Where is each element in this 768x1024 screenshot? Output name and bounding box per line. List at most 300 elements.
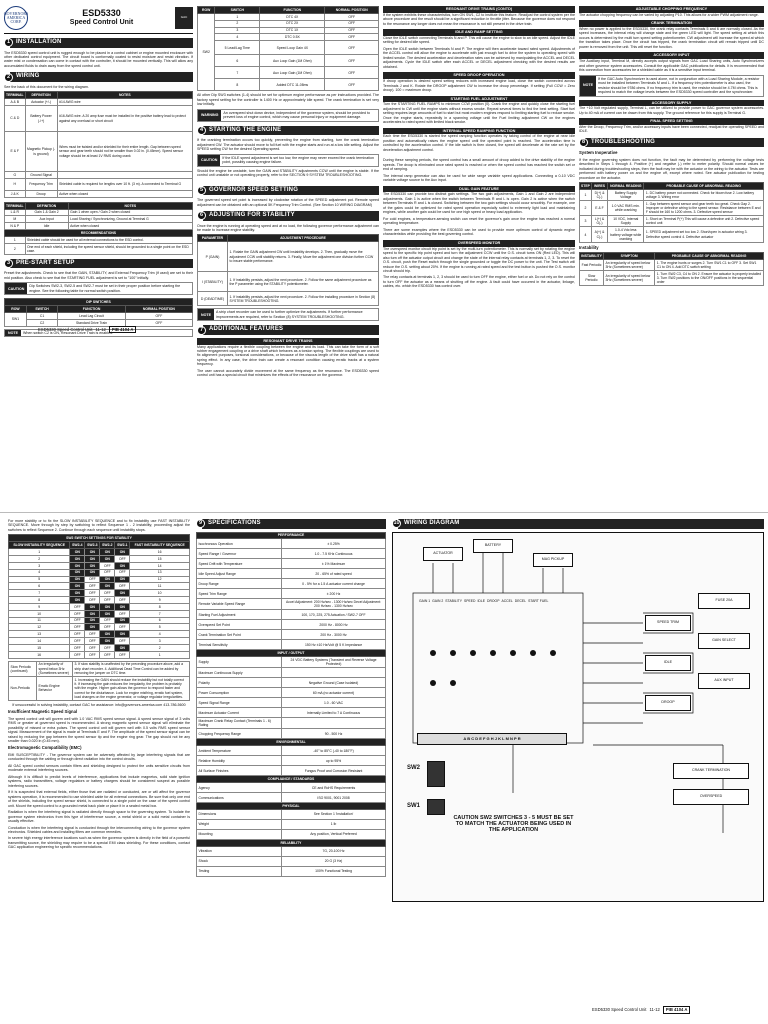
- table-row: M Aux Input Load Sharing / Synchronizing, Ground at Terminal G: [5, 216, 193, 223]
- spec-row: [197, 698, 386, 708]
- table-row: 4 A(+) & C(-) 1.0-4 Vdc less battery voltage while cranking 1. SPEED adjustment set too low 2. Short/open in actuator wiring 3. Defective speed control 4. Defective actuator: [580, 227, 764, 242]
- spec-label: Dimensions: [197, 810, 282, 820]
- table-cell: 9: [130, 597, 190, 604]
- table-cell: 16: [130, 549, 190, 556]
- spec-label: Agency: [197, 783, 282, 793]
- table-cell: OFF: [115, 638, 130, 645]
- table-cell: ON: [100, 603, 115, 610]
- column-4: ADJUSTABLE CHOPPING FREQUENCY The actuator chopping frequency can be varied by adjusting P10. This allows for a wider PWM adjustment range. CRANK TERMINATION When no power is applied to the ESD5330, the crank relay contacts Terminals 5 and 6 are normally closed. As the speed increases, the internal relay will change state and the green LED will light. The speed setting at which this occurs is determined by the multi turn speed setting potentiometer. CW adjustment will increase the speed at which the transition takes place. Once the circuit has tripped, the crank termination circuit will remain tripped until DC power is removed from the unit. This will reset the function. ACCESSORY INPUT The Auxiliary input, Terminal M, directly accepts output signals from GAC Load Sharing units, Auto Synchronizers and other governor system accessories. Consult the applicable GAC publications for details. It is recommended that this connection from accessories be a shielded cable as it is a sensitive input terminal. NOTE If the GAC Auto Synchronizer is used alone, not in conjunction with a Load Sharing Module, a resistor must be installed between Terminals M and L. If a frequency trim potentiometer is also used, the resistor should be 9786 ohms. If no frequency trim is used, the resistor should be 4.7M ohms. This is required to match the voltage levels between the ESD5330 speed controller and the synchronizer. ACCESSORY SUPPLY The +10 Volt regulated supply, Terminal L, can be utilized to provide power to GAC governor system accessories. Up to 40 mA of current can be drawn from this supply. The ground reference for this supply is Terminal G. FINAL SPEED SETTING After the Droop, Frequency Trim, and/or accessory inputs have been connected, readjust the operating SPEED and IDLE. 8 TROUBLESHOOTING System Inoperative If the engine governing system does not function, the fault may be determined by performing the voltage tests described in Steps 1 through 4. Positive (+) and negative (-) refer to meter polarity. Should normal values be indicated during troubleshooting steps, then the fault may be with the actuator or the wiring to the actuator. Tests are performed with battery power on and the engine off, except where noted. See actuator publication for testing procedure on the actuator. STEP WIRES NORMAL READING PROBABLE CAUSE OF ABNORMAL READING 1 D(+) & C(-) Battery Supply Voltage 1. DC battery power not connected. Check for blown fuse 2. Low battery voltage 3. Wiring error 2 E & F 1.0 VAC RMS min. while cranking 1. Gap between speed sensor and gear teeth too great. Check Gap 2. Improper or defective wiring to the speed sensor. Resistance between E and F should be 160 to 1200 ohms. 3. Defective speed sensor 3 L(+) & G(-) 10 VDC, Internal Supply 1. Short on Terminal P(+) This will cause a defective unit 2. Defective speed control unit 4 A(+) & C(-) 1.0-4 Vdc less battery voltage while cranking 1. SPEED adjustment set too low 2. Short/open in actuator wiring 3. Defective speed control 4. Defective actuator Instability INSTABILITY SYMPTOM PROBABLE CAUSE OF ABNORMAL READING Fast Periodic An irregularity of speed below 3Hz (Sometimes severe) 1. The engine hunts or surges 2. Turn SW1 C1 to OFF 3. Set SW1 C1 to ON 4. Add DTC switch setting Slow Periodic An irregularity of speed below 3Hz (Sometimes severe) 1. Turn SW2 C3, C4 to ON 2. Ensure the actuator is properly installed 3. Turn SW2 positions to the ON/OFF positions in the sequential order: [579, 6, 764, 286]
- table-row: [9, 583, 190, 590]
- table-cell: 7: [130, 610, 190, 617]
- spec-value: Negative Ground (Case Isolated): [282, 678, 386, 688]
- table-cell: OFF: [115, 569, 130, 576]
- gac-logo: GOVERNORS AMERICA CORP.: [4, 6, 28, 30]
- table-cell: ON: [100, 631, 115, 638]
- table-cell: OFF: [115, 597, 130, 604]
- spec-value: See Section 1 'Installation': [282, 810, 386, 820]
- table-cell: ON: [100, 583, 115, 590]
- spec-row: [197, 688, 386, 698]
- footer-right: ESD5330 Speed Control Unit 11-12 PIB 4104 A: [592, 1006, 690, 1013]
- spec-label: Relative Humidity: [197, 756, 282, 766]
- spec-row: [197, 579, 386, 589]
- spec-label: Overspeed Set Point: [197, 620, 282, 630]
- table-cell: 4: [130, 631, 190, 638]
- table-cell: ON: [70, 597, 85, 604]
- spec-group-title: COMPLIANCE / STANDARDS: [197, 776, 386, 783]
- spec-row: [197, 549, 386, 559]
- table-row: Slow Periodic An irregularity of speed below 3Hz (Sometimes severe) 1. Turn SW2 C3, C4 to ON 2. Ensure the actuator is properly installed 3. Turn SW2 positions to the ON/OFF positions in the sequential order: [580, 270, 764, 285]
- table-cell: 13: [9, 631, 70, 638]
- spec-value: 100, 170, 225, 275 Actuation / SW2-7 OFF: [282, 610, 386, 620]
- table-row: [9, 555, 190, 562]
- pickup-box: MAG PICKUP: [533, 553, 573, 567]
- model-number: ESD5330: [82, 8, 121, 18]
- table-cell: OFF: [115, 651, 130, 658]
- stability-table: PARAMETER ADJUSTMENT PROCEDURE P (GAIN) 1. Rotate the GAIN adjustment CW until instability develops. 2. Then, gradually move the adjustment CCW until stability returns. 3. Finally, Move the adjustment one division further CCW to insure stable performance. I (STABILITY) 1. If instability persists, adjust the next procedure. 2. Follow the same adjustment procedure as the P parameter using the STABILITY potentiometer. D (DEADTIME) 1. If instability persists, adjust the next procedure. 2. Follow the installing procedure in Section (8) SYSTEM TROUBLESHOOTING.: [197, 234, 379, 306]
- spec-row: [197, 589, 386, 599]
- wiring-lines: [393, 533, 763, 901]
- table-cell: OFF: [85, 590, 100, 597]
- table-row: 2 One end of each shield, including the speed sensor shield, should be grounded to a single point on the ESD case.: [5, 243, 193, 254]
- gain-select-box: GAIN SELECT: [698, 633, 750, 649]
- section-wiring-diagram: 10 WIRING DIAGRAM: [392, 519, 764, 529]
- table-cell: ON: [100, 610, 115, 617]
- resonant-text-2: The user cannot accurately divide movement at the same frequency as the resonance. The ESD5330 speed control unit has a special circuit that minimizes the effects of the resonance on the governor.: [197, 368, 379, 378]
- table-row: Slow Periodic (continued) An irregularity of speed below 3Hz (Sometimes severe) 3. If slow stability is unaffected by the preceding procedure above, add a strip chart recorder. 4. Additional Dead Time Control can be added by removing the jumper on DTC time.: [9, 661, 190, 676]
- section-stability: 6 ADJUSTING FOR STABILITY: [197, 211, 379, 221]
- wiring-intro: See the back of this document for the wiring diagram.: [4, 84, 89, 89]
- table-cell: OFF: [85, 597, 100, 604]
- table-cell: 5: [9, 576, 70, 583]
- table-cell: OFF: [85, 644, 100, 651]
- installation-text: The ESD5330 speed control unit is rugged enough to be placed in a control cabinet or engine mounted enclosure with other dedicated control equipment. The circuit board is conformally coated to resist moisture and resist vibration. If water mist or condensation can come in contact with the controller, it should be mounted vertically. This will allow any accumulated fluids to drain away from the speed control unit.: [4, 50, 193, 68]
- table-cell: 8: [130, 603, 190, 610]
- sw2-dip-switch[interactable]: [427, 761, 445, 787]
- spec-row: [197, 729, 386, 739]
- terminal-table: TERMINAL DEFINITION NOTES A & B Actuator (+/-) #14 AWG wire C & D Battery Power (-/+) #16 AWG wire. A 20 amp fuse must be installed in the positive battery lead to protect against any overload or short circuit E & F Magnetic Pickup (- is ground) Wires must be twisted and/or shielded for their entire length. Gap between speed sensor and gear teeth should not be smaller than 0.02 in. (0.45mm). Speed sensor voltage should be at least 1V RMS during crank G Ground Signal H Frequency Trim Shielded cable is required for lengths over 10 ft. (3 m). A connected to Terminal G J & K Droop Active when closed: [4, 91, 193, 197]
- table-row: G Ground Signal: [5, 172, 193, 179]
- spec-row: [197, 599, 386, 610]
- table-cell: OFF: [100, 617, 115, 624]
- table-cell: 16: [9, 651, 70, 658]
- table-cell: 3: [9, 562, 70, 569]
- spec-label: Maximum Continuous Supply: [197, 668, 282, 678]
- warning-box: WARNING An overspeed shut down device, independent of the governor system, should be provided to prevent loss of engine control, which may cause personal injury or equipment damage.: [197, 109, 379, 122]
- starting-text-2: Should the engine be unstable, turn the GAIN and STABILITY adjustments CCW until the engine is stable. If the control unit unstable or not operating properly, refer to the SECTION 9 SYSTEM TROUBLESHOOTING.: [197, 168, 379, 178]
- sw-note: All other Dip SW3 switches (1-4) should be set for optimum engine performance as per instructions provided. The factory speed setting for the controller is 1400 Hz or approximately idle speed. The crank termination is set very low initially.: [197, 93, 379, 107]
- section-prestart: 3 PRE-START SETUP: [4, 259, 193, 269]
- table-row: 2 E & F 1.0 VAC RMS min. while cranking 1. Gap between speed sensor and gear teeth too great. Check Gap 2. Improper or defective wiring to the speed sensor. Resistance between E and F should be 160 to 1200 ohms. 3. Defective speed sensor: [580, 201, 764, 216]
- table-cell: OFF: [115, 555, 130, 562]
- resonant-text: Many applications require a flexible coupling between the engine and its load. This can take the form of a soft rubber engagement coupling or a drive shaft which behaves as a torsion spring. The flexible couplings are used to fix alignment purposes, torsional considerations, or because of the viscous length of the drive shaft has a natural spring effect. In any case, the drive train can create a resonant condition causing erratic tracks at a system frequency.: [197, 344, 379, 367]
- spec-group-title: ENVIRONMENTAL: [197, 739, 386, 746]
- table-cell: 6: [130, 617, 190, 624]
- spec-value: 0 - 5% for a 1.5 A actuator current change: [282, 579, 386, 589]
- pot-label: SPEED: [463, 598, 476, 603]
- table-cell: 7: [9, 590, 70, 597]
- table-cell: OFF: [100, 651, 115, 658]
- table-cell: 5: [130, 624, 190, 631]
- caution-box: CAUTION Dip Switches SW2-3, SW2-5 and SW2-7 must be set in their proper position before starting the engine. See the following table for normal switch position.: [4, 282, 193, 295]
- spec-label: Testing: [197, 866, 282, 876]
- table-row: C2 Standard Drive Train OFF: [5, 319, 193, 326]
- specifications-column: [196, 519, 386, 877]
- section-starting: 4 STARTING THE ENGINE: [197, 126, 379, 136]
- table-cell: ON: [70, 549, 85, 556]
- terminal-table-2: TERMINAL DEFINITION NOTES L & R Gain 1 & Gain 2 Gain 1 when open / Gain 2 when closed M Aux Input Load Sharing / Synchronizing, Ground at Terminal G N & P Idle Active when closed RECOMMENDATIONS 1 Shielded cable should be used for all external connections to the ESD control. 2 One end of each shield, including the speed sensor shield, should be grounded to a single point on the ESD case.: [4, 202, 193, 255]
- footer-left: ESD5330 Speed Control Unit 11-12 PIB 4104 A: [38, 326, 136, 333]
- table-row: Non-Periodic Erratic Engine Behavior 1. Increasing the GAIN should reduce the instability but not totally correct it. If increasing the gain reduces the irregularity, the problem is probably with the engine. Higher gain allows the governor to respond faster and correct for the disturbance. Look for engine misfiring, erratic fuel system, load changes on the engine generator, or voltage regulator irregularities.: [9, 676, 190, 700]
- table-cell: OFF: [100, 597, 115, 604]
- spec-value: 1 lb: [282, 820, 386, 830]
- sw1-label: SW1: [407, 802, 421, 809]
- table-row: SW1 C1 Lead Lag Circuit OFF: [5, 313, 193, 320]
- spec-label: Polarity: [197, 678, 282, 688]
- spec-value: [282, 718, 386, 729]
- section-additional: 7 ADDITIONAL FEATURES: [197, 325, 379, 335]
- table-cell: ON: [115, 590, 130, 597]
- spec-label: Communications: [197, 793, 282, 803]
- table-row: 2 DTC 2X OFF: [198, 20, 379, 27]
- sw1-dip-switch[interactable]: [427, 799, 445, 815]
- table-cell: OFF: [70, 638, 85, 645]
- overspeed-box: OVERSPEED: [673, 789, 749, 805]
- table-row: 3 DTC 1X OFF: [198, 27, 379, 34]
- spec-label: Maximum Crank Relay Contact (Terminals 1 - 6) Rating: [197, 718, 282, 729]
- spec-label: Starting Fuel Adjustment: [197, 610, 282, 620]
- table-cell: ON: [70, 590, 85, 597]
- table-row: N & P Idle Active when closed: [5, 223, 193, 230]
- pot-label: DROOP: [487, 598, 500, 603]
- dip-switch-table: DIP SWITCHES ROW SWITCH FUNCTION NORMAL POSITION SW1 C1 Lead Lag Circuit OFF C2 Standard Drive Train OFF: [4, 298, 193, 326]
- pot-label: ACCEL: [501, 598, 513, 603]
- spec-row: [197, 846, 386, 856]
- spec-row: [197, 810, 386, 820]
- spec-row: [197, 657, 386, 668]
- section-specifications: 9 SPECIFICATIONS: [196, 519, 386, 529]
- table-cell: 4: [9, 569, 70, 576]
- spec-label: Shock: [197, 856, 282, 866]
- stability-sequence-table: SW2 SWITCH SETTINGS FOR STABILITY SLOW INSTABILITY SEQUENCE SW2-4 SW2-3 SW2-2 SW2-1 FAST INSTABILITY SEQUENCE 1 ON ON ON ON 16 2 ON ON ON OFF 15 3 ON ON OFF ON 14 4 ON ON OFF OFF 13 5 ON OFF ON ON 12 6 ON OFF ON OFF 11 7 ON OFF OFF ON 10 8 ON OFF OFF OFF 9 9 OFF ON ON ON 8 10 OFF ON ON OFF 7 11 OFF ON OFF ON 6 12 OFF ON OFF OFF 5 13 OFF OFF ON ON 4 14 OFF OFF ON OFF 3 15 OFF OFF OFF ON 2 16 OFF OFF OFF OFF 1: [8, 534, 190, 658]
- spec-label: Weight: [197, 820, 282, 830]
- table-cell: ON: [115, 603, 130, 610]
- table-row: [9, 638, 190, 645]
- spec-value: Internally Limited to 7 A Continuous: [282, 708, 386, 718]
- table-cell: ON: [70, 555, 85, 562]
- fuse-box: FUSE 20A: [698, 593, 750, 609]
- spec-row: [197, 630, 386, 640]
- spec-label: Power Consumption: [197, 688, 282, 698]
- table-cell: 11: [9, 617, 70, 624]
- wiring-diagram-column: [392, 519, 764, 1013]
- spec-group-title: INPUT / OUTPUT: [197, 650, 386, 657]
- instability-table: INSTABILITY SYMPTOM PROBABLE CAUSE OF ABNORMAL READING Fast Periodic An irregularity of speed below 3Hz (Sometimes severe) 1. The engine hunts or surges 2. Turn SW1 C1 to OFF 3. Set SW1 C1 to ON 4. Add DTC switch setting Slow Periodic An irregularity of speed below 3Hz (Sometimes severe) 1. Turn SW2 C3, C4 to ON 2. Ensure the actuator is properly installed 3. Turn SW2 positions to the ON/OFF positions in the sequential order: [579, 252, 764, 286]
- spec-row: [197, 610, 386, 620]
- table-row: [9, 651, 190, 658]
- table-cell: 10: [130, 590, 190, 597]
- spec-label: Vibration: [197, 846, 282, 856]
- table-cell: 1: [130, 651, 190, 658]
- spec-row: [197, 793, 386, 803]
- section-wiring: 2 WIRING: [4, 72, 193, 82]
- spec-value: ± 1% Maximum: [282, 559, 386, 569]
- starting-text: If the cranking termination occurs too quickly, preventing the engine from starting, turn the crank termination adjustment CW. The actuator should move to full fuel with the engine starts and run at a low idle setting. Adjust the SPEED setting CW for the desired Operating speed.: [197, 138, 379, 152]
- column-2: ROW SWITCH FUNCTION NORMAL POSITION SW2 1 DTC 4X OFF 2 DTC 2X OFF 3 DTC 1X OFF 4 DTC 0.5X OFF 5 Lead/Lag Time Speed Loop Gain 4X OFF 6 Aux Loop Gain (1M Ohm) OFF 7 Aux Loop Gain (1M Ohm) OFF 8 Added DTC 11-08ms OFF All other Dip SW3 switches (1-4) should be set for optimum engine performance as per instructions provided. The factory speed setting for the controller is 1400 Hz or approximately idle speed. The crank termination is set very low initially. WARNING An overspeed shut down device, independent of the governor system, should be provided to prevent loss of engine control, which may cause personal injury or equipment damage. 4 STARTING THE ENGINE If the cranking termination occurs too quickly, preventing the engine from starting, turn the crank termination adjustment CW. The actuator should move to full fuel with the engine starts and run at a low idle setting. Adjust the SPEED setting CW for the desired Operating speed. CAUTION If the IDLE speed adjustment is set too low, the engine may never exceed the crank termination point, possibly causing engine failure. Should the engine be unstable, turn the GAIN and STABILITY adjustments CCW until the engine is stable. If the control unit unstable or not operating properly, refer to the SECTION 9 SYSTEM TROUBLESHOOTING. 5 GOVERNOR SPEED SETTING The governed speed set point is increased by clockwise rotation of the SPEED adjustment pot. Remote speed adjustment can be obtained with an optional 5K Frequency Trim Control. (See Section 10 WIRING DIAGRAM) 6 ADJUSTING FOR STABILITY Once the engine is running at operating speed and at no load, the following governor performance adjustment can be made to increase engine stability. PARAMETER ADJUSTMENT PROCEDURE P (GAIN) 1. Rotate the GAIN adjustment CW until instability develops. 2. Then, gradually move the adjustment CCW until stability returns. 3. Finally, Move the adjustment one division further CCW to insure stable performance. I (STABILITY) 1. If instability persists, adjust the next procedure. 2. Follow the same adjustment procedure as the P parameter using the STABILITY potentiometer. D (DEADTIME) 1. If instability persists, adjust the next procedure. 2. Follow the installing procedure in Section (8) SYSTEM TROUBLESHOOTING. NOTE A strip chart recorder can be used to further optimize the adjustments. If further performance improvements are required, refer to Section (8) SYSTEM TROUBLESHOOTING. 7 ADDITIONAL FEATURES RESONANT DRIVE TRAINS Many applications require a flexible coupling between the engine and its load. This can take the form of a soft rubber engagement coupling or a drive shaft which behaves as a torsion spring. The flexible couplings are used to fix alignment purposes, torsional considerations, or because of the viscous length of the drive shaft has a natural spring effect. In any case, the drive train can create a resonant condition causing erratic tracks at a system frequency. The user cannot accurately divide movement at the same frequency as the resonance. The ESD5330 speed control unit has a special circuit that minimizes the effects of the resonance on the governor.: [197, 7, 379, 378]
- spec-row: [197, 620, 386, 630]
- spec-value: 200 Hz - 3000 Hz: [282, 630, 386, 640]
- table-row: 3 L(+) & G(-) 10 VDC, Internal Supply 1. Short on Terminal P(+) This will cause a defective unit 2. Defective speed control unit: [580, 216, 764, 227]
- stability-text: Once the engine is running at operating speed and at no load, the following governor performance adjustment can be made to increase engine stability.: [197, 223, 379, 232]
- spec-row: [197, 756, 386, 766]
- table-cell: ON: [85, 624, 100, 631]
- table-cell: ON: [115, 644, 130, 651]
- actuator-box: ACTUATOR: [423, 547, 463, 561]
- crank-termination-box: CRANK TERMINATION: [673, 763, 749, 779]
- table-cell: OFF: [100, 624, 115, 631]
- spec-label: Isochronous Operation: [197, 539, 282, 549]
- spec-label: Crank Termination Set Point: [197, 630, 282, 640]
- spec-value: Any position, Vertical Preferred: [282, 830, 386, 840]
- spec-value: 1.0 - 7.5 KHz Continuous: [282, 549, 386, 559]
- spec-value: 100% Functional Testing: [282, 866, 386, 876]
- table-cell: 10: [9, 610, 70, 617]
- table-row: 1 D(+) & C(-) Battery Supply Voltage 1. DC battery power not connected. Check for blown fuse 2. Low battery voltage 3. Wiring error: [580, 189, 764, 200]
- spec-value: 60 mA (no actuator current): [282, 688, 386, 698]
- table-cell: OFF: [70, 644, 85, 651]
- table-cell: ON: [115, 562, 130, 569]
- spec-value: [282, 668, 386, 678]
- table-cell: ON: [85, 617, 100, 624]
- table-cell: ON: [85, 603, 100, 610]
- table-cell: ON: [85, 610, 100, 617]
- sw2-label: SW2: [407, 764, 421, 771]
- table-row: 5 Lead/Lag Time Speed Loop Gain 4X OFF: [198, 41, 379, 55]
- table-row: [9, 549, 190, 556]
- table-row: [9, 644, 190, 651]
- spec-value: 24 VDC Battery Systems (Transient and Reverse Voltage Protected): [282, 657, 386, 668]
- spec-group-title: PHYSICAL: [197, 803, 386, 810]
- table-row: [9, 631, 190, 638]
- table-cell: OFF: [70, 610, 85, 617]
- spec-value: CE and RoHS Requirements: [282, 783, 386, 793]
- spec-group-title: RELIABILITY: [197, 840, 386, 847]
- table-row: J & K Droop Active when closed: [5, 190, 193, 197]
- table-cell: 8: [9, 597, 70, 604]
- table-row: [9, 597, 190, 604]
- wiring-diagram: [392, 532, 764, 902]
- table-row: 8 Added DTC 11-08ms OFF: [198, 79, 379, 91]
- table-cell: OFF: [100, 590, 115, 597]
- table-cell: ON: [70, 562, 85, 569]
- table-cell: ON: [100, 576, 115, 583]
- speed-trim-box: SPEED TRIM: [645, 615, 691, 631]
- spec-label: Speed Range / Governor: [197, 549, 282, 559]
- spec-row: [197, 569, 386, 579]
- spec-row: [197, 559, 386, 569]
- spec-table: [196, 532, 386, 877]
- pot-label: DECEL: [514, 598, 527, 603]
- spec-group-title: PERFORMANCE: [197, 532, 386, 539]
- table-cell: 12: [9, 624, 70, 631]
- table-cell: 12: [130, 576, 190, 583]
- spec-value: up to 95%: [282, 756, 386, 766]
- spec-label: Supply: [197, 657, 282, 668]
- table-cell: 2: [130, 644, 190, 651]
- table-cell: 14: [9, 638, 70, 645]
- spec-label: Speed Signal Range: [197, 698, 282, 708]
- table-row: I (STABILITY) 1. If instability persists, adjust the next procedure. 2. Follow the same adjustment procedure as the P parameter using the STABILITY potentiometer.: [198, 272, 379, 292]
- table-cell: ON: [100, 555, 115, 562]
- table-row: C & D Battery Power (-/+) #16 AWG wire. A 20 amp fuse must be installed in the positive battery lead to protect against any overload or short circuit: [5, 106, 193, 132]
- adjust-pots: [419, 599, 577, 603]
- section-installation: 1 INSTALLATION: [4, 38, 193, 48]
- table-row: [9, 562, 190, 569]
- product-name: Speed Control Unit: [69, 19, 134, 27]
- pot-label: STABILITY: [445, 598, 462, 603]
- table-cell: OFF: [100, 569, 115, 576]
- pot-label: IDLE: [477, 598, 486, 603]
- table-cell: 1: [9, 549, 70, 556]
- table-cell: OFF: [85, 631, 100, 638]
- caution-box: CAUTION If the IDLE speed adjustment is set too low, the engine may never exceed the crank termination point, possibly causing engine failure.: [197, 154, 379, 167]
- table-cell: ON: [85, 562, 100, 569]
- table-row: E & F Magnetic Pickup (- is ground) Wires must be twisted and/or shielded for their entire length. Gap between speed sensor and gear teeth should not be smaller than 0.02 in. (0.45mm). Speed sensor voltage should be at least 1V RMS during crank: [5, 132, 193, 172]
- table-cell: OFF: [85, 576, 100, 583]
- table-row: [9, 617, 190, 624]
- spec-row: [197, 820, 386, 830]
- table-cell: 3: [130, 638, 190, 645]
- table-cell: OFF: [100, 562, 115, 569]
- spec-label: Remote Variable Speed Range: [197, 599, 282, 610]
- document-header: [4, 6, 193, 34]
- table-cell: 6: [9, 583, 70, 590]
- spec-value: Accel Adjustment: 200 Hz/sec - 1300 Hz/sec Decel Adjustment: 200 Hz/sec - 1300 Hz/sec: [282, 599, 386, 610]
- spec-label: Terminal Sensitivity: [197, 640, 282, 650]
- table-row: D (DEADTIME) 1. If instability persists, adjust the next procedure. 2. Follow the installing procedure in Section (8) SYSTEM TROUBLESHOOTING.: [198, 292, 379, 306]
- table-row: [9, 576, 190, 583]
- note-box: NOTE When switch C2 is ON, Resonant Drive Train is enabled.: [4, 329, 193, 337]
- table-row: 4 DTC 0.5X OFF: [198, 34, 379, 41]
- table-cell: OFF: [70, 624, 85, 631]
- table-cell: OFF: [85, 651, 100, 658]
- sw2-function-table: ROW SWITCH FUNCTION NORMAL POSITION SW2 1 DTC 4X OFF 2 DTC 2X OFF 3 DTC 1X OFF 4 DTC 0.5X OFF 5 Lead/Lag Time Speed Loop Gain 4X OFF 6 Aux Loop Gain (1M Ohm) OFF 7 Aux Loop Gain (1M Ohm) OFF 8 Added DTC 11-08ms OFF: [197, 6, 379, 91]
- spec-value: 20 G (3 Hz): [282, 856, 386, 866]
- table-cell: OFF: [115, 583, 130, 590]
- pot-label: GAIN 1: [419, 598, 431, 603]
- table-row: 1 Shielded cable should be used for all external connections to the ESD control.: [5, 237, 193, 244]
- table-row: [9, 603, 190, 610]
- table-cell: 9: [9, 603, 70, 610]
- spec-label: Idle Speed Adjust Range: [197, 569, 282, 579]
- table-cell: 15: [9, 644, 70, 651]
- terminal-strip: A B C D E F G H J K L M N P R: [417, 733, 567, 745]
- table-cell: ON: [70, 576, 85, 583]
- table-cell: ON: [85, 555, 100, 562]
- spec-row: [197, 783, 386, 793]
- diagram-caution: CAUTION SW2 SWITCHES 3 - 5 MUST BE SET TO MATCH THE ACTUATOR BEING USED IN THE APPLICATION: [453, 814, 574, 834]
- spec-value: 20 - 65% of rated speed: [282, 569, 386, 579]
- spec-value: 1.0 - 60 VAC: [282, 698, 386, 708]
- table-cell: ON: [100, 638, 115, 645]
- spec-value: ± 200 Hz: [282, 589, 386, 599]
- table-cell: ON: [115, 549, 130, 556]
- table-row: 6 Aux Loop Gain (1M Ohm) OFF: [198, 55, 379, 67]
- table-cell: ON: [85, 549, 100, 556]
- table-cell: ON: [100, 549, 115, 556]
- table-row: L & R Gain 1 & Gain 2 Gain 1 when open / Gain 2 when closed: [5, 209, 193, 216]
- table-row: [9, 624, 190, 631]
- spec-label: All Surface Finishes: [197, 766, 282, 776]
- table-cell: ON: [70, 569, 85, 576]
- spec-row: [197, 539, 386, 549]
- section-governor: 5 GOVERNOR SPEED SETTING: [197, 186, 379, 196]
- spec-label: Speed Trim Range: [197, 589, 282, 599]
- table-row: [9, 590, 190, 597]
- spec-row: [197, 640, 386, 650]
- spec-value: -40° to 85°C (-40 to 180°F): [282, 746, 386, 756]
- spec-row: [197, 766, 386, 776]
- instability-cont-table: [8, 661, 190, 701]
- table-cell: 13: [130, 569, 190, 576]
- pot-label: GAIN 2: [432, 598, 444, 603]
- table-cell: ON: [115, 617, 130, 624]
- table-cell: OFF: [115, 624, 130, 631]
- pot-label: START FUEL: [528, 598, 549, 603]
- aux-input-box: AUX INPUT: [698, 673, 750, 689]
- table-row: P (GAIN) 1. Rotate the GAIN adjustment CW until instability develops. 2. Then, gradually move the adjustment CCW until stability returns. 3. Finally, Move the adjustment one division further CCW to insure stable performance.: [198, 242, 379, 272]
- table-cell: ON: [115, 631, 130, 638]
- note-box: NOTE If the GAC Auto Synchronizer is used alone, not in conjunction with a Load Sharing Module, a resistor must be installed between Terminals M and L. If a frequency trim potentiometer is also used, the resistor should be 9786 ohms. If no frequency trim is used, the resistor should be 4.7M ohms. This is required to match the voltage levels between the ESD5330 speed controller and the synchronizer.: [579, 75, 764, 97]
- spec-label: Chopping Frequency Range: [197, 729, 282, 739]
- table-cell: OFF: [70, 631, 85, 638]
- table-cell: OFF: [100, 644, 115, 651]
- spec-row: [197, 866, 386, 876]
- spec-row: [197, 830, 386, 840]
- battery-box: BATTERY: [473, 539, 513, 553]
- table-row: 7 Aux Loop Gain (1M Ohm) OFF: [198, 67, 379, 79]
- table-row: [9, 569, 190, 576]
- table-cell: ON: [70, 583, 85, 590]
- table-row: H Frequency Trim Shielded cable is required for lengths over 10 ft. (3 m). A connected to Terminal G: [5, 178, 193, 190]
- table-cell: ON: [115, 576, 130, 583]
- spec-value: Fungus Proof and Corrosion Resistant: [282, 766, 386, 776]
- table-cell: 11: [130, 583, 190, 590]
- troubleshooting-table: STEP WIRES NORMAL READING PROBABLE CAUSE OF ABNORMAL READING 1 D(+) & C(-) Battery Supply Voltage 1. DC battery power not connected. Check for blown fuse 2. Low battery voltage 3. Wiring error 2 E & F 1.0 VAC RMS min. while cranking 1. Gap between speed sensor and gear teeth too great. Check Gap 2. Improper or defective wiring to the speed sensor. Resistance between E and F should be 160 to 1200 ohms. 3. Defective speed sensor 3 L(+) & G(-) 10 VDC, Internal Supply 1. Short on Terminal P(+) This will cause a defective unit 2. Defective speed control unit 4 A(+) & C(-) 1.0-4 Vdc less battery voltage while cranking 1. SPEED adjustment set too low 2. Short/open in actuator wiring 3. Defective speed control 4. Defective actuator: [579, 182, 764, 243]
- spec-value: 2000 Hz - 8000 Hz: [282, 620, 386, 630]
- spec-value: ± 0.25%: [282, 539, 386, 549]
- governor-text: The governed speed set point is increased by clockwise rotation of the SPEED adjustment pot. Remote speed adjustment can be obtained with an optional 5K Frequency Trim Control. (See Section 10 WIRING DIAGRAM): [197, 198, 379, 207]
- idle-box: IDLE: [645, 655, 691, 671]
- spec-value: 90 - 500 Hz: [282, 729, 386, 739]
- table-cell: OFF: [70, 603, 85, 610]
- spec-row: [197, 856, 386, 866]
- table-row: [9, 610, 190, 617]
- spec-row: [197, 668, 386, 678]
- table-cell: OFF: [85, 583, 100, 590]
- column-1: [4, 6, 193, 337]
- spec-row: [197, 678, 386, 688]
- spec-label: Ambient Temperature: [197, 746, 282, 756]
- table-cell: 2: [9, 555, 70, 562]
- column-3: RESONANT DRIVE TRAINS (CONTD) If the system exhibits these characteristics, turn ON SW1, C2 to institute this feature. Readjust the control system per the above procedure and the result should be a significant reduction in throttle jitter. Because the governor does not respond to the resonance any longer does not mean the resonance is not still present in the drive train. IDLE AND RAMP SETTING Close the IDLE switch connecting Terminals N and P. This will cause the engine to slow to an idle speed. Adjust the IDLE setting for desired idle speed. Open the IDLE switch between Terminals N and P. The engine will then accelerate toward rated speed. Adjustments of the ACCEL control will allow the engine to accelerate with just enough fuel to drive the system to operating speed with limited smoke. The desired acceleration and deceleration rates can be achieved by manipulating the ACCEL and DECEL adjustments. Cycle the IDLE switch after each ACCEL or DECEL adjustment checking with the desired results are obtained. SPEED DROOP OPERATION If droop operation is desired speed setting reduces with increased engine load, close the switch connected across Terminals J and K. Rotate the DROOP adjustment CW to increase the droop percentage. If setting (Full CCW = Zero droop). 100 = maximum droop. STARTING FUEL ADJUSTMENT Turn the STARTING FUEL RAMPS to minimum CCW position (0). Crank the engine and quickly close the starting fuel adjustment to CW until the engine starts without excess smoke. Repeat several times to find the best setting. Start fuel setting requires large amounts of fuel to start but most modern engines respond to limiting starting fuel to reduce smoke. Once the engine starts, repeatedly in a spanning voltage until the Fuel limiting adjustment CW on the engines accelerates to rated speed with limited black smoke. INTERNAL SPEED RAMPING FUNCTION Each time the ESD5330 is started the speed ramping function operates by taking control of the engine at near idle position and automatically raises the engine speed until the operated point is reached. The acceleration time is controlled by the acceleration control. If the idle switch is then closed, the speed will decelerate at the rate set by the deceleration adjustment control. During these ramping periods, the speed control has a small amount of droop added to the drive stability of the engine speeds. The droop is eliminated once rated speed is reached or when the speed control has reached the switch set or end of ramping. The internal ramp generator can also be used for wide range variable speed applications. Connecting a 0-10 VDC variable voltage source to the Aux input. DUAL GAIN FEATURE The ESD5330 can provide two distinct gain settings. The two gain adjustments, Gain 1 and Gain 2 are independent adjustments. Gain 1 is active when the switch between Terminals R and L is open. Gain 2 is active when the switch between Terminals R and L is closed. Switching between the two gain settings should occur smoothly. For example, one of the gains could be optimized for rated speed operation especially suited to extremely light load and maintaining engines, while another gain could be used for one high speed or heavy load application. For cold engines, a temperature-sensing switch can reset the governor's gain once the engine has reached a normal operating temperature. There are some examples where the ESD5330 can be used to provide more optimum control of dynamic engine characteristics while providing the best governing control. OVERSPEED MONITOR The overspeed monitor circuit trip point is set by the multi-turn potentiometer. This is normally set by rotating the engine speed to the specific trip point speed and turn the adjustment CCW until the O.S. circuit turns ON (Red LED). This will also turn off the actuator output circuit and change the state of the internal relay contacts at terminals 1, 2, 3. To reset the O.S. circuit, push the Reset switch through the single grounded or toggle the DC power to the unit. The Test switch will reduce the O.S. setting about 20%. If the engine is running at rated speed and the test button is pushed the O.S. monitor circuit should trip. The relay contacts at terminals 1, 2, 3 should be used to turn OFF the engine, either fuel or air. Do not rely on the control to turn OFF the actuator as a means of shutting off the engine. A fault could have occurred in the actuator, linkage, cables, etc. which the ESD5330 has control over.: [383, 7, 575, 289]
- table-cell: OFF: [85, 638, 100, 645]
- prestart-text: Preset the adjustments. Check to see that the GAIN, STABILITY, and External Frequency Trim (if used) are set to their mid position. Also check to see that the STARTING FUEL adjustment is set to "100" initially.: [4, 271, 193, 280]
- page-back: [0, 512, 768, 1024]
- spec-label: Maximum Actuator Current: [197, 708, 282, 718]
- droop-box: DROOP: [645, 695, 691, 711]
- spec-value: 7G, 20-100 Hz: [282, 846, 386, 856]
- spec-value: 150 Hz ±10 Hz/Volt @ 5 K Impedance: [282, 640, 386, 650]
